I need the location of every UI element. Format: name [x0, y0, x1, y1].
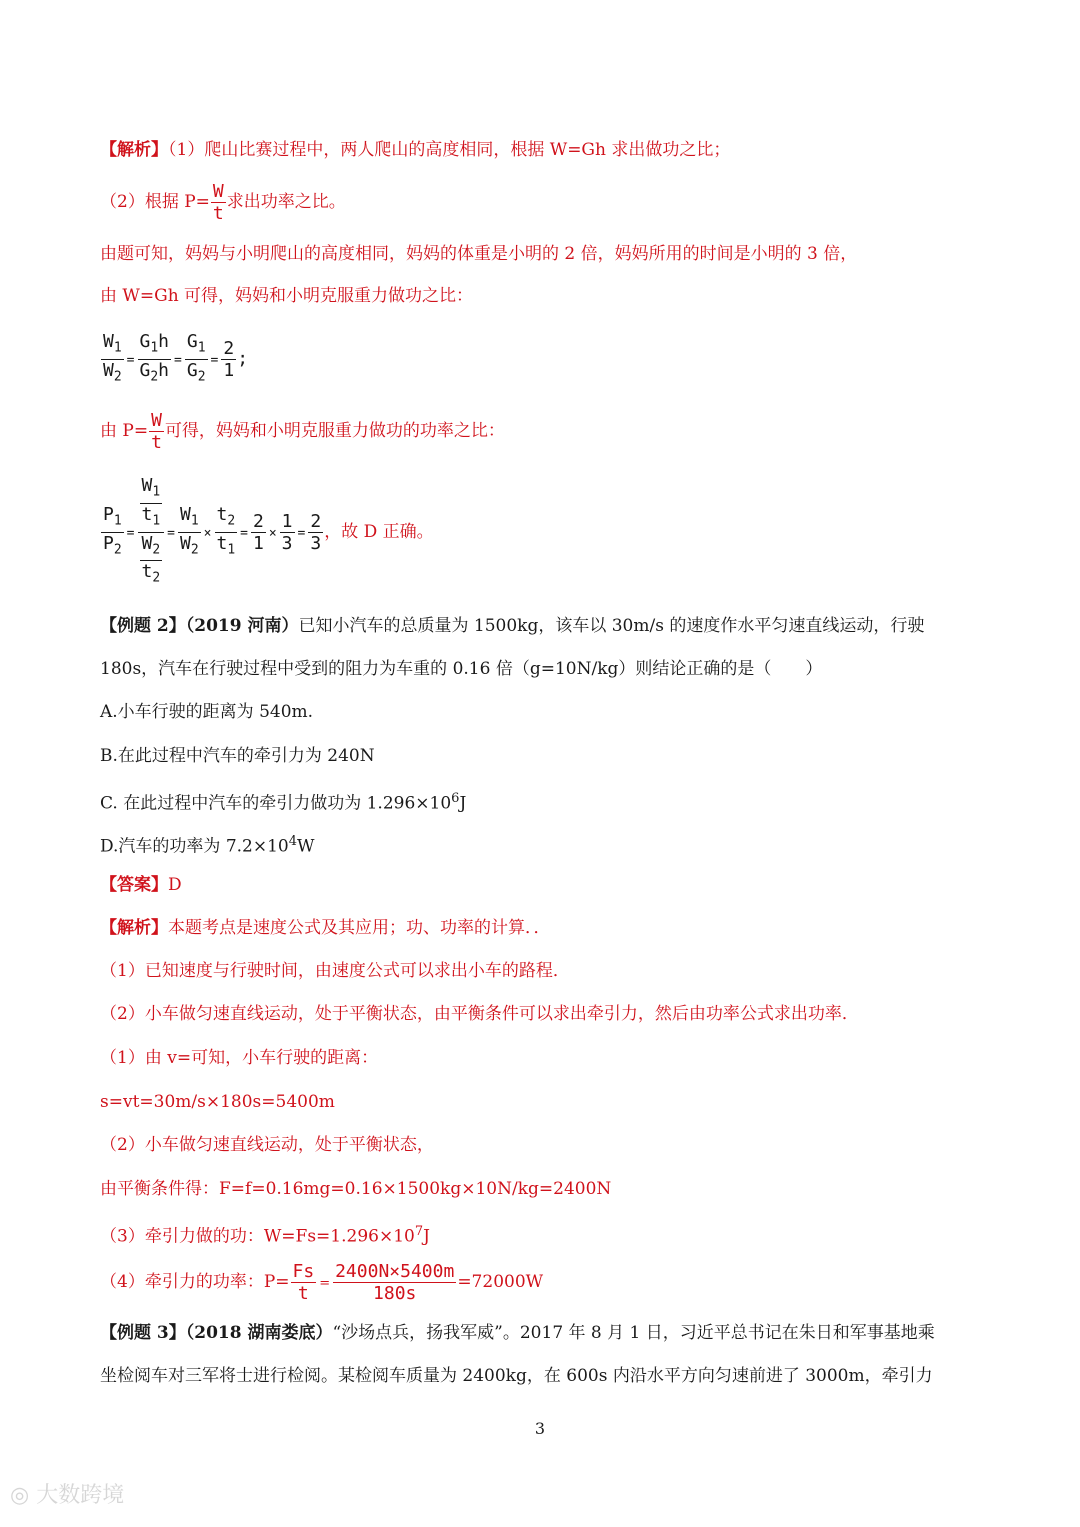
fraction-p1-p2: $\frac{P_1}{P_2}$ — [103, 503, 122, 558]
analysis-line-3: 由题可知，妈妈与小明爬山的高度相同，妈妈的体重是小明的 2 倍，妈妈所用的时间是小明的 3 倍， — [100, 244, 858, 264]
fraction-w1-w2-b: $\frac{W_1}{W_2}$ — [180, 503, 199, 558]
example2-analysis-3: （1）由 v=可知，小车行驶的距离： — [100, 1048, 379, 1068]
analysis-tag: 【解析】 — [100, 140, 168, 160]
work-ratio-equation: $\frac{W_1}{W_2}$ = $\frac{G_1h}{G_2h}$ = $\frac{G_1}{G_2}$ = $\frac{2}{1}$ ; — [100, 331, 248, 379]
example2-analysis-line: 【解析】本题考点是速度公式及其应用；功、功率的计算．． — [100, 918, 551, 938]
example3-stem-line-2: 坐检阅车对三军将士进行检阅。某检阅车质量为 2400kg，在 600s 内沿水平方向匀速前进了 3000m，牵引力 — [100, 1366, 933, 1386]
example2-analysis-5: （2）小车做匀速直线运动，处于平衡状态， — [100, 1135, 434, 1155]
fraction-g1-g2: $\frac{G_1}{G_2}$ — [186, 331, 206, 385]
option-b: B.在此过程中汽车的牵引力为 240N — [100, 746, 375, 766]
option-a: A.小车行驶的距离为 540m. — [100, 702, 314, 722]
analysis-line-4: 由 W=Gh 可得，妈妈和小明克服重力做功之比： — [100, 286, 474, 306]
power-ratio-equation: $\frac{P_1}{P_2}$ = $\frac{\frac{W_1}{t_1}}{\frac{W_2}{t_2}}$ = $\frac{W_1}{W_2}$ × $\frac{t_2}{t_1}$ = $\frac{2}{1}$ × $\frac{1}{3}$ = $\frac{2}{3}$ ，故 D 正确。 — [100, 468, 434, 596]
fraction-2-3: $\frac{2}{3}$ — [310, 510, 322, 554]
watermark: ◎ 大数跨境 — [10, 1483, 125, 1508]
analysis-line-2: （2）根据 P= $\frac{W}{t}$ 求出功率之比。 — [100, 181, 346, 224]
example2-analysis-7: （3）牵引力做的功：$W=Fs=1.296\times 10^7J$ — [100, 1224, 430, 1247]
fraction-t2-t1: $\frac{t_2}{t_1}$ — [216, 503, 236, 558]
fraction-g1h-g2h: $\frac{G_1h}{G_2h}$ — [139, 331, 170, 385]
example2-stem-line-1: 【例题 2】（2019 河南）已知小汽车的总质量为 1500kg，该车以 30m/s 的速度作水平匀速直线运动，行驶 — [100, 616, 925, 636]
example2-analysis-4: s=vt=30m/s×180s=5400m — [100, 1092, 335, 1112]
example2-analysis-2: （2）小车做匀速直线运动，处于平衡状态，由平衡条件可以求出牵引力，然后由功率公式求出功率． — [100, 1004, 859, 1024]
fraction-1-3: $\frac{1}{3}$ — [281, 510, 293, 554]
example2-label: 【例题 2】 — [100, 616, 186, 636]
example2-answer: 【答案】D — [100, 875, 182, 895]
example3-stem-line-1: 【例题 3】（2018 湖南娄底）“沙场点兵，扬我军威”。2017 年 8 月 1 日，习近平总书记在朱日和军事基地乘 — [100, 1323, 935, 1343]
example2-stem-line-2: 180s，汽车在行驶过程中受到的阻力为车重的 0.16 倍（g=10N/kg）则结论正确的是（ ） — [100, 659, 823, 679]
page-number: 3 — [534, 1419, 546, 1438]
fraction-fs-t: $\frac{Fs}{t}$ — [292, 1261, 315, 1304]
example3-label: 【例题 3】 — [100, 1323, 186, 1343]
analysis-line-5: 由 P= $\frac{W}{t}$ 可得，妈妈和小明克服重力做功的功率之比： — [100, 410, 505, 453]
fraction-power-value: $\frac{2400N\times 5400m}{180s}$ — [335, 1261, 455, 1304]
example2-analysis-8: （4）牵引力的功率：P= $\frac{Fs}{t}$ = $\frac{2400N\times 5400m}{180s}$ =72000W — [100, 1261, 544, 1304]
power-formula-fraction-2: $\frac{W}{t}$ — [151, 410, 162, 453]
example2-analysis-6: 由平衡条件得：F=f=0.16mg=0.16×1500kg×10N/kg=2400N — [100, 1179, 612, 1199]
example3-source: （2018 湖南娄底） — [185, 1323, 333, 1343]
power-formula-fraction: $\frac{W}{t}$ — [212, 181, 224, 224]
option-d: D.汽车的功率为 $7.2\times 10^4W$ — [100, 834, 315, 857]
fraction-w1-w2: $\frac{W_1}{W_2}$ — [103, 331, 122, 385]
fraction-2-1-b: $\frac{2}{1}$ — [253, 510, 264, 554]
compound-fraction: $\frac{\frac{W_1}{t_1}}{\frac{W_2}{t_2}}$ — [138, 475, 165, 588]
watermark-logo-icon: ◎ — [10, 1483, 37, 1508]
example2-analysis-1: （1）已知速度与行驶时间，由速度公式可以求出小车的路程． — [100, 961, 570, 981]
example2-source: （2019 河南） — [185, 616, 299, 636]
option-c: C. 在此过程中汽车的牵引力做功为 $1.296\times 10^6J$ — [100, 791, 467, 814]
analysis-line-1: 【解析】（1）爬山比赛过程中，两人爬山的高度相同，根据 W=Gh 求出做功之比； — [100, 140, 731, 160]
fraction-2-1: $\frac{2}{1}$ — [223, 337, 235, 381]
